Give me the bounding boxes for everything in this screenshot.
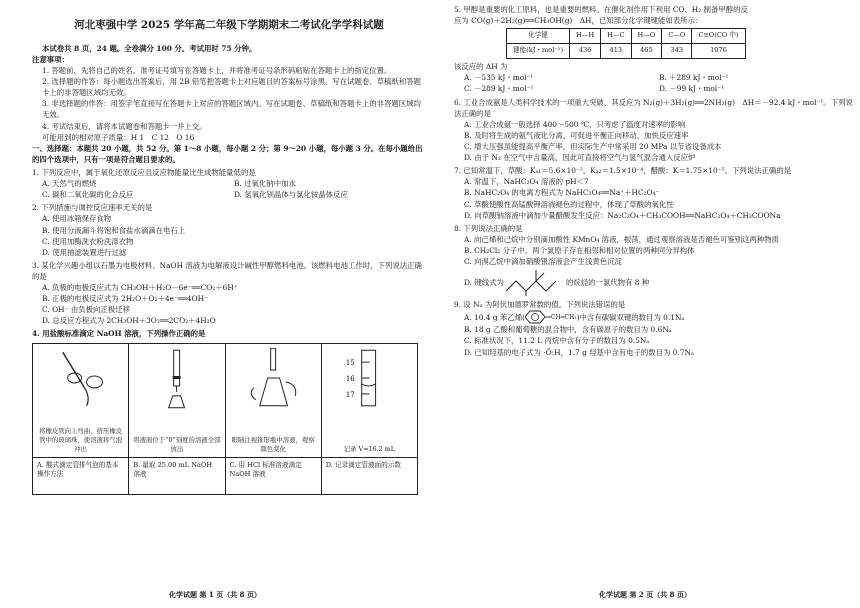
figure-cell-a[interactable] — [33, 344, 129, 494]
option-c[interactable]: C. 碳和二氧化碳的化合反应 — [42, 190, 134, 200]
option-a[interactable]: A. 向己烯和己烷中分别滴加酸性 KMnO₄ 溶液，振荡，通过观察溶液是否褪色可鉴别这两种物质 — [464, 234, 780, 244]
option-c[interactable]: C. 向溴乙烷中滴加硝酸银溶液会产生浅黄色沉淀 — [464, 257, 622, 267]
question-5-stem-line-1: 5. 甲醇是重要的化工原料，也是重要的燃料。在催化剂作用下利用 CO、H₂ 制备甲醇的反 — [454, 5, 748, 14]
option-d-prefix: D. 键线式为 — [464, 277, 504, 287]
tick-15: 15 — [345, 358, 355, 367]
question-7: 7. 已知常温下，草酸：Kₐ₁＝5.6×10⁻²，Kₐ₂＝1.5×10⁻⁴，醋酸：K＝1.75×10⁻⁵。下列说法正确的是 — [454, 166, 792, 176]
figure-cell-b[interactable] — [129, 344, 225, 494]
table-cell: C≡O(CO 中) — [692, 29, 745, 44]
option-d[interactable] — [454, 267, 854, 297]
tick-17: 17 — [345, 390, 355, 399]
option-a[interactable]: A. 负极的电极反应式为 CH₃OH＋H₂O－6e⁻══CO₂＋6H⁺ — [42, 283, 238, 293]
option-a[interactable] — [454, 310, 854, 324]
note-1: 1. 答题前，先将自己的姓名、准考证号填写在答题卡上，并将准考证号条形码粘贴在答题卡上的指定位置。 — [42, 65, 392, 75]
option-d[interactable]: D. 由于 N₂ 在空气中含量高，因此可直接将空气与氢气混合通入反应炉 — [464, 153, 696, 163]
figure-b — [129, 344, 224, 458]
option-b[interactable]: B. 18 g 乙酸和葡萄糖的混合物中，含有碳原子的数目为 0.6Nₐ — [464, 325, 672, 335]
option-d-suffix: 的烷烃的一氯代物有 8 种 — [565, 277, 650, 287]
option-a-suffix: )中含有碳碳双键的数目为 0.1Nₐ — [576, 312, 685, 322]
option-a-label: A. 酸式滴定管排气泡的基本操作方法 — [37, 460, 119, 479]
table-cell: 1076 — [692, 44, 745, 59]
option-a[interactable]: A. －535 kJ・mol⁻¹ — [464, 73, 534, 83]
question-5-options — [454, 72, 854, 94]
exam-title: 河北枣强中学 2025 学年高二年级下学期期末二考试化学学科试题 — [74, 19, 384, 31]
table-header-row — [507, 29, 746, 44]
figure-d — [322, 344, 417, 458]
figure-c — [226, 344, 321, 458]
table-cell: 436 — [570, 44, 601, 59]
question-1: 1. 下列反应中，属于氧化还原反应且反应物能量比生成物能量低的是 — [32, 167, 256, 177]
question-3: 3. 某化学兴趣小组以石墨为电极材料、NaOH 溶液为电解液设计碱性甲醇燃料电池。该燃料电池工作时，下列说法正确的是 — [32, 260, 422, 281]
option-a[interactable]: A. 使用冰箱保存食物 — [42, 214, 112, 224]
option-d[interactable]: D. 使用抽滤装置进行过滤 — [42, 247, 127, 257]
section-1-heading: 一、选择题：本题共 20 小题，共 52 分。第 1～8 小题，每小题 2 分；第 9～20 小题，每小题 3 分。在每小题给出的四个选项中，只有一项是符合题目要求的。 — [32, 143, 423, 164]
figure-b-caption: 将液面位于“0”刻度的溶液全部放出 — [133, 435, 221, 453]
table-cell: 键能(kJ・mol⁻¹) — [507, 44, 570, 59]
option-c[interactable]: C. 草酸使酸性高锰酸钾溶液褪色的过程中，体现了草酸的氧化性 — [464, 199, 674, 209]
option-a[interactable]: A. 工业合成氨一般选择 400～500 ℃，只考虑了温度对速率的影响 — [464, 119, 686, 129]
option-a-prefix: A. 10.4 g 苯乙烯( — [464, 312, 525, 322]
table-cell: 化学键 — [507, 29, 570, 44]
question-4-figure-table — [32, 343, 418, 495]
question-5-prompt: 该反应的 ΔH 为 — [454, 62, 508, 72]
burette-flask-icon — [129, 348, 224, 410]
question-4: 4. 用盐酸标准滴定 NaOH 溶液，下列操作正确的是 — [32, 329, 206, 339]
table-cell: 343 — [662, 44, 692, 59]
exam-page-2 — [430, 0, 860, 608]
option-b[interactable]: B. ＋289 kJ・mol⁻¹ — [659, 73, 729, 83]
option-b[interactable]: B. 使用分液漏斗将饱和食盐水滴滴在电石上 — [42, 225, 186, 235]
option-b[interactable]: B. NaHC₂O₄ 的电离方程式为 NaHC₂O₄══Na⁺＋HC₂O₄⁻ — [464, 188, 660, 198]
question-2: 2. 下列措施与调控反应速率无关的是 — [32, 203, 153, 213]
burette-bubble-icon — [33, 348, 128, 410]
option-d[interactable]: D. 向草酸钠溶液中滴加少量醋酸发生反应：Na₂C₂O₄＋CH₃COOH══NaHC₂O₄＋CH₃COONa — [464, 210, 781, 220]
burette-scale-icon — [322, 348, 417, 410]
option-d[interactable]: D. －99 kJ・mol⁻¹ — [659, 84, 725, 94]
note-3: 3. 非选择题的作答：用签字笔直接写在答题卡上对应的答题区域内。写在试题卷、草稿纸和答题卡上的非答题区域均无效。 — [42, 99, 421, 120]
table-row — [507, 44, 746, 59]
option-d[interactable]: D. 已知羟基的电子式为 ·Ö:H，1.7 g 羟基中含有电子的数目为 0.7Nₐ — [464, 347, 694, 357]
option-c[interactable]: C. 增大压强虽能提高平衡产率，但实际生产中常采用 20 MPa 以节省设备成本 — [464, 141, 722, 151]
option-b[interactable]: B. 过氧化钠中加水 — [234, 179, 296, 189]
vinyl-group-label: CH═CH₂ — [550, 313, 577, 321]
option-b[interactable]: B. 及时将生成的氨气液化分离，可促进平衡正向移动，加快反应速率 — [464, 130, 689, 140]
option-b-label: B. 量取 25.00 mL NaOH 溶液 — [133, 460, 213, 479]
table-cell: C—O — [662, 29, 692, 44]
skeletal-formula-icon — [504, 267, 566, 297]
table-cell: H—H — [570, 29, 601, 44]
figure-cell-c[interactable] — [226, 344, 322, 494]
option-c[interactable]: C. 使用加酶洗衣粉洗涤衣物 — [42, 236, 134, 246]
question-1-options — [32, 178, 426, 200]
option-c[interactable]: C. 标准状况下，11.2 L 丙烷中含有分子的数目为 0.5Nₐ — [464, 336, 650, 346]
figure-a-caption: 将橡皮管向上弯曲，挤压橡皮管中的玻璃珠，使溶液将气泡冲出 — [39, 426, 123, 453]
figure-a — [33, 344, 128, 458]
figure-c-caption: 眼睛注视锥形瓶中溶液，观察颜色变化 — [231, 435, 315, 453]
page-2-footer: 化学试题 第 2 页（共 8 页） — [599, 589, 691, 599]
bond-energy-table — [506, 28, 746, 59]
flask-swirl-icon — [226, 348, 321, 410]
option-d-label: D. 记录滴定管液面的示数 — [325, 460, 401, 469]
question-5-stem-line-2: 应为 CO(g)＋2H₂(g)══CH₃OH(g) ΔH，已知部分化学键键能如表所示： — [454, 16, 703, 26]
option-d[interactable]: D. 氢氧化钡晶体与氯化铵晶体反应 — [234, 190, 348, 200]
option-d[interactable]: D. 总反应方程式为 2CH₃OH＋3O₂══2CO₂＋4H₂O — [42, 316, 216, 326]
question-9: 9. 设 Nₐ 为阿伏加德罗常数的值。下列说法错误的是 — [454, 300, 626, 310]
page-1-footer: 化学试题 第 1 页（共 8 页） — [169, 589, 261, 599]
option-c[interactable]: C. －289 kJ・mol⁻¹ — [464, 84, 534, 94]
question-8: 8. 下列说法正确的是 — [454, 223, 523, 233]
question-6: 6. 工业合成氨是人类科学技术的一项重大突破，其反应为 N₂(g)＋3H₂(g)══2NH₃(g) ΔH＝－92.4 kJ・mol⁻¹。下列说法正确的是 — [454, 97, 853, 118]
option-b[interactable]: B. 正极的电极反应式为 2H₂O＋O₂＋4e⁻══4OH⁻ — [42, 294, 208, 304]
option-c-label: C. 用 HCl 标准溶液滴定 NaOH 溶液 — [229, 460, 302, 479]
option-a[interactable]: A. 常温下，NaHC₂O₄ 溶液的 pH＜7 — [464, 177, 589, 187]
option-a[interactable]: A. 天然气的燃烧 — [42, 179, 97, 189]
figure-cell-d[interactable] — [322, 344, 417, 494]
note-4: 4. 考试结束后，请将本试题卷和答题卡一并上交。 — [42, 121, 207, 131]
table-cell: 465 — [631, 44, 662, 59]
note-2: 2. 选择题的作答：每小题选出答案后，用 2B 铅笔把答题卡上对应题目的答案标号涂黑。写在试题卷、草稿纸和答题卡上的非答题区域均无效。 — [42, 77, 421, 98]
tick-16: 16 — [345, 374, 355, 383]
atomic-masses: 可能用到的相对原子质量：H 1 C 12 O 16 — [42, 132, 195, 142]
table-cell: H—O — [631, 29, 662, 44]
option-b[interactable]: B. CH₂Cl₂ 分子中，两个氯原子存在相邻和相对位置的两种同分异构体 — [464, 245, 695, 255]
benzene-ring-icon — [525, 310, 551, 324]
notes-heading: 注意事项： — [32, 54, 69, 64]
option-c[interactable]: C. OH⁻ 由负极向正极迁移 — [42, 305, 130, 315]
figure-d-caption: 记录 V=16.2 mL — [343, 444, 396, 453]
exam-intro: 本试卷共 8 页，24 题。全卷满分 100 分。考试用时 75 分钟。 — [42, 43, 257, 53]
table-cell: H—C — [601, 29, 631, 44]
table-cell: 413 — [601, 44, 631, 59]
